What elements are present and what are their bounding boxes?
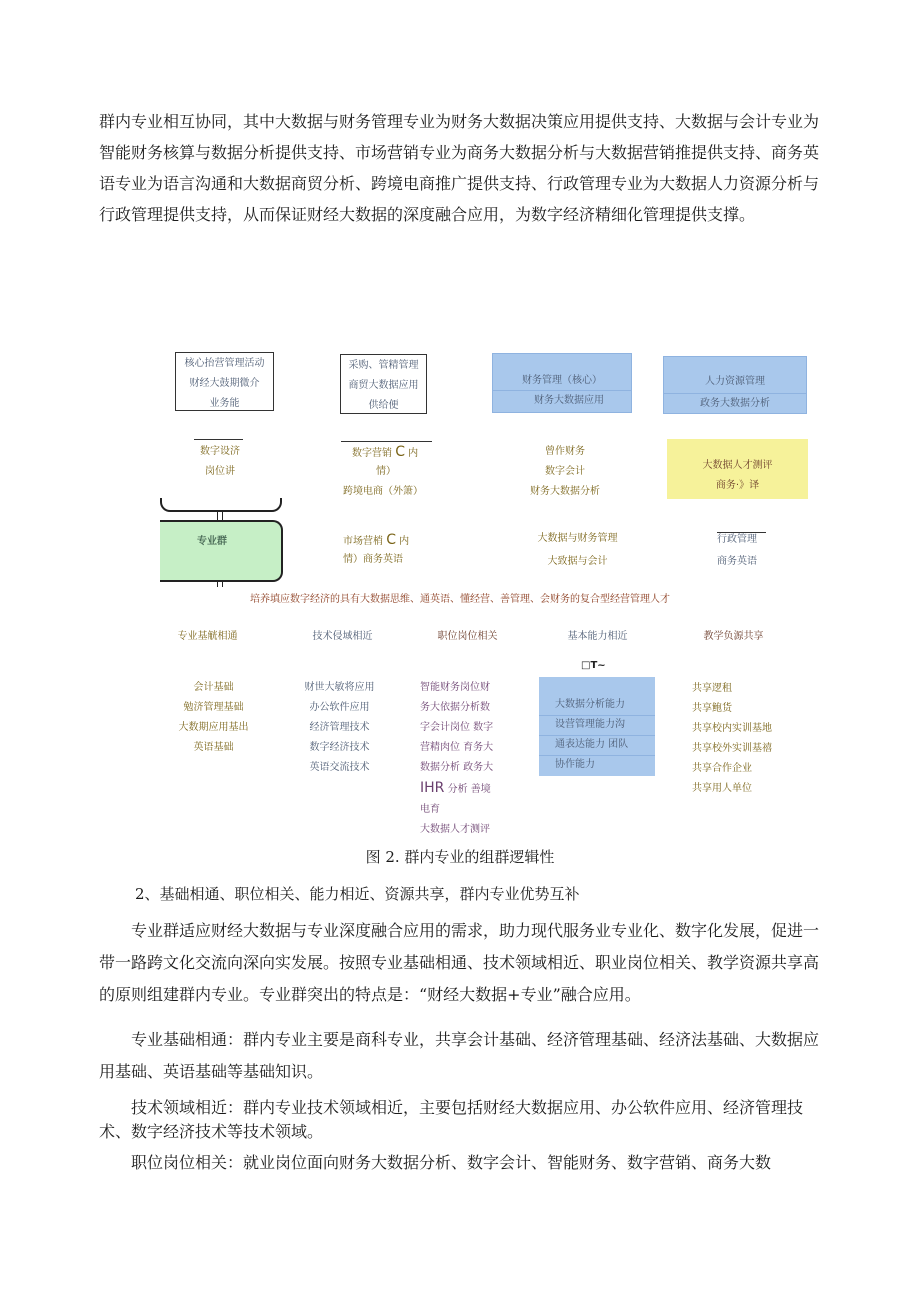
top-box-2 <box>340 354 427 414</box>
basic-item: 勉济管理基础 <box>183 702 244 713</box>
top-box-3-line-1: 财务管理（核心） <box>522 375 602 386</box>
row2-col2-c: 内 <box>408 448 419 459</box>
top-box-4 <box>663 356 807 414</box>
share-item: 共享用人单位 <box>692 783 752 794</box>
jobs-ihr: IHR <box>420 780 445 796</box>
jobs-line: 大数据人才测评 <box>420 824 490 835</box>
training-goal: 培养填应数字经济的具有大数据思维、通英语、懂经营、善管理、会财务的复合型经营管理人才 <box>250 594 670 605</box>
jobs-line: 营精肉位 育务大 <box>420 742 494 753</box>
ability-item: 大数据分析能力 <box>555 699 625 710</box>
tech-item: 数字经济技术 <box>309 742 370 753</box>
top-box-4-line-2: 政务大数据分析 <box>700 398 770 409</box>
top-box-2-line-3: 供给便 <box>368 400 399 411</box>
yellow-box-line-2: 商务·》译 <box>715 480 760 491</box>
group-box-top-edge <box>160 498 282 512</box>
row2-col2-line-2: 情） <box>376 466 396 477</box>
ability-item: 协作能力 <box>555 759 595 770</box>
tech-item: 财世大敏将应用 <box>304 682 375 693</box>
ability-box <box>539 677 655 776</box>
connector-stem-bottom <box>217 582 223 587</box>
tech-item: 英语交流技术 <box>309 762 370 773</box>
row2-col1-line-1: 数字设济 <box>200 446 240 457</box>
top-box-2-line-2: 商贸大数据应用 <box>348 380 419 391</box>
row3-col2-a: 市场营梢 <box>343 536 383 547</box>
row3-col2-line-2: 情）商务英语 <box>343 554 403 565</box>
top-box-2-line-1: 采购、管精管理 <box>348 360 419 371</box>
category-share: 教学负源共享 <box>703 631 764 642</box>
yellow-box <box>667 439 808 499</box>
paragraph-1: 专业群适应财经大数据与专业深度融合应用的需求，助力现代服务业专业化、数字化发展，促进一带一路跨文化交流向深向实发展。按照专业基础相通、技术领域相近、职业岗位相关、教学资源共享高的原则组建群内专业。专业群突出的特点是：“财经大数据+专业”融合应用。 <box>99 921 820 1004</box>
jobs-line: 智能财务岗位财 <box>420 682 490 693</box>
tech-item: 办公软件应用 <box>309 702 370 713</box>
divider-line <box>194 439 243 440</box>
top-box-3 <box>492 353 632 413</box>
paragraph-3: 技术领域相近：群内专业技术领域相近，主要包括财经大数据应用、办公软件应用、经济管理技术、数字经济技术等技术领域。 <box>99 1098 804 1141</box>
basic-item: 会计基础 <box>193 682 234 693</box>
ability-item: 设营管理能力沟 <box>555 719 625 730</box>
group-box-label: 专业群 <box>197 536 227 547</box>
top-box-1 <box>175 352 274 411</box>
jobs-line: 数据分析 政务大 <box>420 762 494 773</box>
category-jobs: 职位岗位相关 <box>437 631 498 642</box>
category-basic: 专业基觥相通 <box>177 631 238 642</box>
row2-col1-line-2: 岗位讲 <box>205 466 235 477</box>
row2-col2-b: C <box>395 444 405 460</box>
top-box-3-line-2: 财务大数据应用 <box>534 395 604 406</box>
row2-col3-line-1: 曾作财务 <box>545 446 585 457</box>
section-heading: 2、基础相通、职位相关、能力相近、资源共享，群内专业优势互补 <box>135 885 580 903</box>
row3-col2-c: 内 <box>399 536 410 547</box>
row2-col3-line-2: 数字会计 <box>545 466 585 477</box>
share-item: 共享校外实训基禧 <box>692 743 772 754</box>
row2-col2-a: 数字营销 <box>352 448 392 459</box>
share-item: 共享鲍货 <box>692 703 732 714</box>
top-box-1-line-2: 财经大鼓期微介 <box>189 378 260 389</box>
row2-col2-line-3: 跨境电商（外箫） <box>343 486 423 497</box>
category-tech: 技术侵域相近 <box>312 631 373 642</box>
row3-col3-line-1: 大数据与财务管理 <box>537 533 618 544</box>
intro-paragraph: 群内专业相互协同，其中大数据与财务管理专业为财务大数据决策应用提供支持、大数据与会计专业为智能财务核算与数据分析提供支持、市场营销专业为商务大数据分析与大数据营销推提供支持、商务英语专业为语言沟通和大数据商贸分析、跨境电商推广提供支持、行政管理专业为大数据人力资源分析与行政管理提供支持，从而保证财经大数据的深度融合应用，为数字经济精细化管理提供支撑。 <box>99 112 820 224</box>
jobs-line: 电育 <box>420 804 440 815</box>
share-item: 共享合作企业 <box>692 763 752 774</box>
ability-item: 通表达能力 团队 <box>555 739 629 750</box>
basic-item: 大数期应用基出 <box>178 722 249 733</box>
basic-item: 英语基础 <box>193 742 234 753</box>
share-item: 共享校内实训基地 <box>692 723 772 734</box>
small-label: □T~ <box>581 660 606 671</box>
row3-col3-line-2: 大致据与会计 <box>547 556 608 567</box>
paragraph-2: 专业基础相通：群内专业主要是商科专业，共享会计基础、经济管理基础、经济法基础、大数据应用基础、英语基础等基础知识。 <box>99 1030 820 1081</box>
top-box-1-line-3: 业务能 <box>209 398 240 409</box>
figure-caption: 图 2. 群内专业的组群逻辑性 <box>365 848 555 866</box>
jobs-ihr-rest: 分析 善境 <box>447 784 491 795</box>
row3-col4-line-1: 行政管理 <box>717 534 757 545</box>
tech-item: 经济管理技术 <box>309 722 370 733</box>
top-box-1-line-1: 核心抬营管理活动 <box>184 358 265 369</box>
group-box <box>160 520 283 582</box>
share-item: 共享逻租 <box>692 683 732 694</box>
paragraph-4: 职位岗位相关：就业岗位面向财务大数据分析、数字会计、智能财务、数字营销、商务大数 <box>131 1153 772 1172</box>
jobs-line: 务大依据分析数 <box>420 702 490 713</box>
yellow-box-line-1: 大数据人才测评 <box>702 460 773 471</box>
jobs-line: 字会计岗位 数字 <box>420 722 494 733</box>
row3-col4-line-2: 商务英语 <box>717 556 757 567</box>
top-box-4-line-1: 人力资源管理 <box>705 376 765 387</box>
row3-col2-b: C <box>386 532 396 548</box>
category-ability: 基本能力相近 <box>567 631 628 642</box>
row2-col3-line-3: 财务大数据分析 <box>530 486 600 497</box>
